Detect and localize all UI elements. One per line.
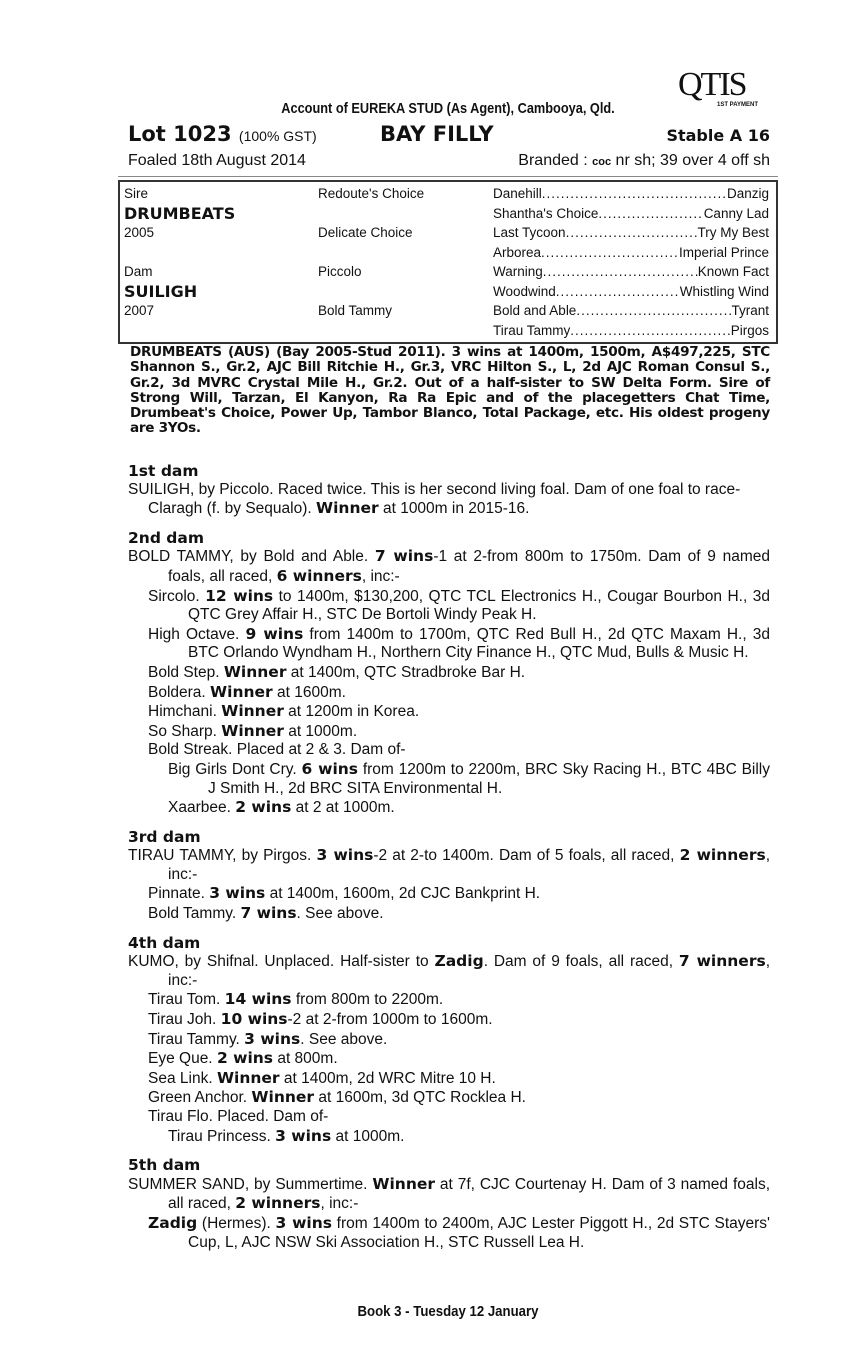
dam-section (128, 529, 770, 818)
divider (118, 176, 778, 177)
entry-text: High Octave. (148, 625, 246, 643)
dam-label: Dam (124, 264, 153, 279)
dam-section (128, 934, 770, 1147)
family-entry (128, 1010, 770, 1030)
family-entry (128, 990, 770, 1010)
third-gen-row (493, 245, 769, 260)
bold-text: 7 winners (678, 952, 766, 971)
family-entry (128, 683, 770, 703)
vendor-account: Account of EUREKA STUD (As Agent), Cambooya, Qld. (281, 100, 615, 117)
entry-text: KUMO, by Shifnal. Unplaced. Half-sister to (128, 953, 435, 971)
entry-text: at 1600m. (272, 683, 346, 701)
dam-sire: Piccolo (318, 264, 362, 279)
entry-text: , inc:- (320, 1195, 359, 1213)
third-gen-sire: Whistling Wind (679, 283, 769, 299)
third-gen-sire: Canny Lad (703, 205, 769, 221)
entry-text: Claragh (f. by Sequalo). (148, 500, 317, 518)
third-gen-dam: Tirau Tammy (493, 322, 571, 338)
section-heading: 5th dam (128, 1156, 201, 1175)
entry-text: -1 at 2-from 800m to 1750m. Dam of 9 named foals, all raced, (168, 548, 770, 585)
entry-text: Sea Link. (148, 1069, 217, 1087)
third-gen-row (493, 206, 769, 221)
bold-text: 3 wins (209, 884, 266, 903)
entry-text: from 800m to 2200m. (291, 991, 444, 1009)
third-gen-dam: Shantha's Choice (493, 205, 599, 221)
dam-section (128, 462, 770, 519)
third-gen-row (493, 284, 769, 299)
entry-text: . See above. (296, 905, 384, 923)
third-gen-sire: Known Fact (697, 264, 769, 279)
horse-description: BAY FILLY (380, 122, 494, 146)
entry-text: at 1000m in 2015-16. (378, 500, 530, 518)
entry-text: TIRAU TAMMY, by Pirgos. (128, 847, 317, 865)
bold-text: 3 wins (316, 846, 374, 865)
entry-text: Eye Que. (148, 1050, 217, 1068)
bold-text: Winner (251, 1088, 315, 1107)
family-entry (128, 663, 770, 683)
bold-text: Winner (210, 682, 273, 701)
family-entry (128, 741, 770, 760)
family-entry (128, 1175, 770, 1214)
entry-text: -2 at 2-to 1400m. Dam of 5 foals, all raced, (373, 847, 680, 865)
dam-section (128, 1156, 770, 1252)
entry-text: , inc:- (168, 953, 770, 989)
bold-text: 3 wins (275, 1126, 332, 1145)
family-entry (128, 1214, 770, 1252)
family-sections (128, 462, 770, 1262)
bold-text: Winner (223, 662, 287, 681)
entry-text: from 1200m to 2200m, BRC Sky Racing H., BTC 4BC Billy J Smith H., 2d BRC SITA Environmental H. (208, 760, 770, 797)
qtis-logo-text: QTIS (678, 66, 746, 103)
entry-text: Tirau Flo. Placed. Dam of- (148, 1108, 329, 1125)
bold-text: Zadig (434, 952, 484, 971)
entry-text: Tirau Tammy. (148, 1030, 245, 1048)
third-gen-dam: Bold and Able (493, 303, 577, 318)
entry-text: Bold Streak. Placed at 2 & 3. Dam of- (148, 741, 406, 759)
bold-text: Winner (372, 1174, 436, 1193)
third-gen-row (493, 323, 769, 338)
entry-text: . See above. (300, 1030, 388, 1048)
leader-dots (576, 303, 731, 318)
bold-text: 7 wins (374, 547, 434, 566)
leader-dots (598, 206, 703, 221)
bold-text: 12 wins (205, 586, 274, 605)
bold-text: 2 winners (235, 1194, 321, 1213)
entry-text: Big Girls Dont Cry. (168, 760, 302, 778)
family-entry (128, 481, 770, 500)
entry-text: at 1600m, 3d QTC Rocklea H. (314, 1089, 526, 1107)
entry-text: Bold Step. (148, 663, 224, 681)
bold-text: Winner (221, 721, 284, 740)
dam-section (128, 828, 770, 924)
dam-year: 2007 (124, 303, 155, 318)
bold-text: 6 winners (276, 566, 362, 585)
entry-text: at 1000m. (283, 722, 358, 740)
family-entry (128, 1108, 770, 1127)
bold-text: Winner (216, 1068, 280, 1087)
family-entry (128, 1069, 770, 1089)
bold-text: 2 winners (679, 846, 766, 865)
entry-text: Himchani. (148, 703, 222, 721)
third-gen-sire: Danzig (726, 186, 769, 201)
entry-text: at 1400m, QTC Stradbroke Bar H. (286, 663, 526, 681)
entry-text: Green Anchor. (148, 1089, 252, 1107)
page-footer: Book 3 - Tuesday 12 January (357, 1303, 539, 1320)
family-entry (128, 884, 770, 904)
entry-text: from 1400m to 1700m, QTC Red Bull H., 2d QTC Maxam H., 3d BTC Orlando Wyndham H., Northern City Finance H., QTC Mud, Bulls & Music H. (188, 625, 770, 662)
third-gen-dam: Warning (493, 264, 543, 279)
third-gen-dam: Arborea (493, 244, 542, 260)
third-gen-dam: Danehill (493, 186, 542, 201)
dam-dam: Bold Tammy (318, 303, 393, 318)
foaled-date: Foaled 18th August 2014 (128, 152, 306, 169)
family-entry (128, 702, 770, 722)
family-entry (128, 1030, 770, 1050)
family-entry (128, 1088, 770, 1108)
entry-text: So Sharp. (148, 722, 222, 740)
leader-dots (570, 323, 730, 338)
lot-label: Lot 1023 (128, 122, 232, 146)
section-heading: 4th dam (128, 933, 201, 952)
bold-text: 9 wins (245, 624, 304, 643)
family-entry (128, 625, 770, 663)
bold-text: Winner (316, 499, 379, 518)
sire-year: 2005 (124, 225, 155, 240)
entry-text: -2 at 2-from 1000m to 1600m. (287, 1011, 493, 1029)
bold-text: 3 wins (275, 1213, 332, 1232)
family-entry (128, 547, 770, 586)
third-gen-sire: Imperial Prince (678, 244, 769, 260)
sire-summary: DRUMBEATS (AUS) (Bay 2005-Stud 2011). 3 wins at 1400m, 1500m, A$497,225, STC Shannon S., Gr.2, AJC Bill Ritchie H., Gr.3, VRC Hilton S., L, 2d AJC Roman Consul S., Gr.2, 3d MVRC Crystal Mile H., Gr.2. Out of a half-sister to SW Delta Form. Sire of Strong Will, Tarzan, El Kanyon, Ra Ra Epic and of the placegetters Chat Time, Drumbeat's Choice, Power Up, Tambor Blanco, Total Package, etc. His oldest progeny are 3YOs. (130, 344, 770, 437)
entry-text: . Dam of 9 foals, all raced, (483, 953, 679, 971)
third-gen-sire: Try My Best (697, 225, 769, 240)
third-gen-row (493, 303, 769, 318)
lot-number (128, 122, 317, 146)
bold-text: Zadig (148, 1213, 198, 1232)
section-heading: 2nd dam (128, 528, 205, 547)
sire-name: DRUMBEATS (124, 204, 236, 223)
entry-text: from 1400m to 2400m, AJC Lester Piggott H., 2d STC Stayers' Cup, L, AJC NSW Ski Association H., STC Russell Lea H. (188, 1214, 770, 1251)
entry-text: at 1200m in Korea. (283, 703, 420, 721)
entry-text: , inc:- (168, 847, 771, 883)
pedigree-table (118, 180, 778, 344)
third-gen-row (493, 225, 769, 240)
family-entry (128, 846, 770, 884)
third-gen-dam: Last Tycoon (493, 225, 566, 240)
family-entry (128, 722, 770, 742)
entry-text: Bold Tammy. (148, 905, 241, 923)
leader-dots (542, 186, 727, 201)
bold-text: 7 wins (240, 904, 297, 923)
brand-info (518, 152, 770, 170)
leader-dots (566, 225, 698, 240)
dam-name: SUILIGH (124, 282, 198, 301)
entry-text: Tirau Princess. (168, 1127, 276, 1145)
bold-text: Winner (221, 702, 284, 721)
entry-text: (Hermes). (197, 1214, 276, 1232)
family-entry (128, 499, 770, 519)
family-entry (128, 798, 770, 818)
third-gen-sire: Tyrant (731, 303, 769, 318)
stable-location: Stable A 16 (666, 126, 770, 145)
brand-suffix: nr sh; 39 over 4 off sh (611, 152, 770, 169)
entry-text: SUMMER SAND, by Summertime. (128, 1175, 373, 1193)
entry-text: , inc:- (361, 567, 400, 585)
bold-text: 14 wins (224, 990, 292, 1009)
third-gen-row (493, 264, 769, 279)
family-entry (128, 1127, 770, 1147)
family-entry (128, 952, 770, 990)
qtis-logo-subtext: 1ST PAYMENT (716, 102, 758, 108)
bold-text: 2 wins (235, 798, 292, 817)
brand-prefix: Branded : (518, 152, 593, 169)
entry-text: Sircolo. (148, 587, 206, 605)
entry-text: Pinnate. (148, 885, 210, 903)
entry-text: Tirau Tom. (148, 991, 225, 1009)
third-gen-sire: Pirgos (730, 322, 769, 338)
entry-text: at 2 at 1000m. (291, 799, 395, 817)
entry-text: SUILIGH, by Piccolo. Raced twice. This is her second living foal. Dam of one foal to race- (128, 480, 741, 498)
bold-text: 2 wins (216, 1049, 274, 1068)
entry-text: Boldera. (148, 683, 211, 701)
bold-text: 3 wins (244, 1029, 301, 1048)
entry-text: at 7f, CJC Courtenay H. Dam of 3 named foals, all raced, (168, 1175, 770, 1213)
entry-text: at 1400m, 2d WRC Mitre 10 H. (279, 1069, 496, 1087)
entry-text: at 1400m, 1600m, 2d CJC Bankprint H. (265, 885, 541, 903)
entry-text: at 800m. (273, 1050, 338, 1068)
entry-text: to 1400m, $130,200, QTC TCL Electronics H., Cougar Bourbon H., 3d QTC Grey Affair H., STC De Bortoli Windy Peak H. (188, 587, 770, 624)
bold-text: 10 wins (220, 1010, 288, 1029)
gst-note: (100% GST) (238, 128, 317, 144)
entry-text: Xaarbee. (168, 799, 236, 817)
leader-dots (543, 264, 698, 279)
entry-text: Tirau Joh. (148, 1011, 221, 1029)
leader-dots (541, 245, 679, 260)
brand-mark: coc (592, 156, 612, 168)
family-entry (128, 904, 770, 924)
entry-text: BOLD TAMMY, by Bold and Able. (128, 548, 375, 566)
family-entry (128, 587, 770, 625)
bold-text: 6 wins (301, 759, 359, 778)
entry-text: at 1000m. (331, 1127, 405, 1145)
family-entry (128, 760, 770, 798)
family-entry (128, 1049, 770, 1069)
section-heading: 3rd dam (128, 827, 201, 846)
leader-dots (556, 284, 680, 299)
sire-label: Sire (124, 186, 149, 201)
sire-dam: Delicate Choice (318, 225, 413, 240)
third-gen-dam: Woodwind (493, 283, 556, 299)
sire-sire: Redoute's Choice (318, 186, 425, 201)
third-gen-row (493, 186, 769, 201)
section-heading: 1st dam (128, 462, 199, 480)
